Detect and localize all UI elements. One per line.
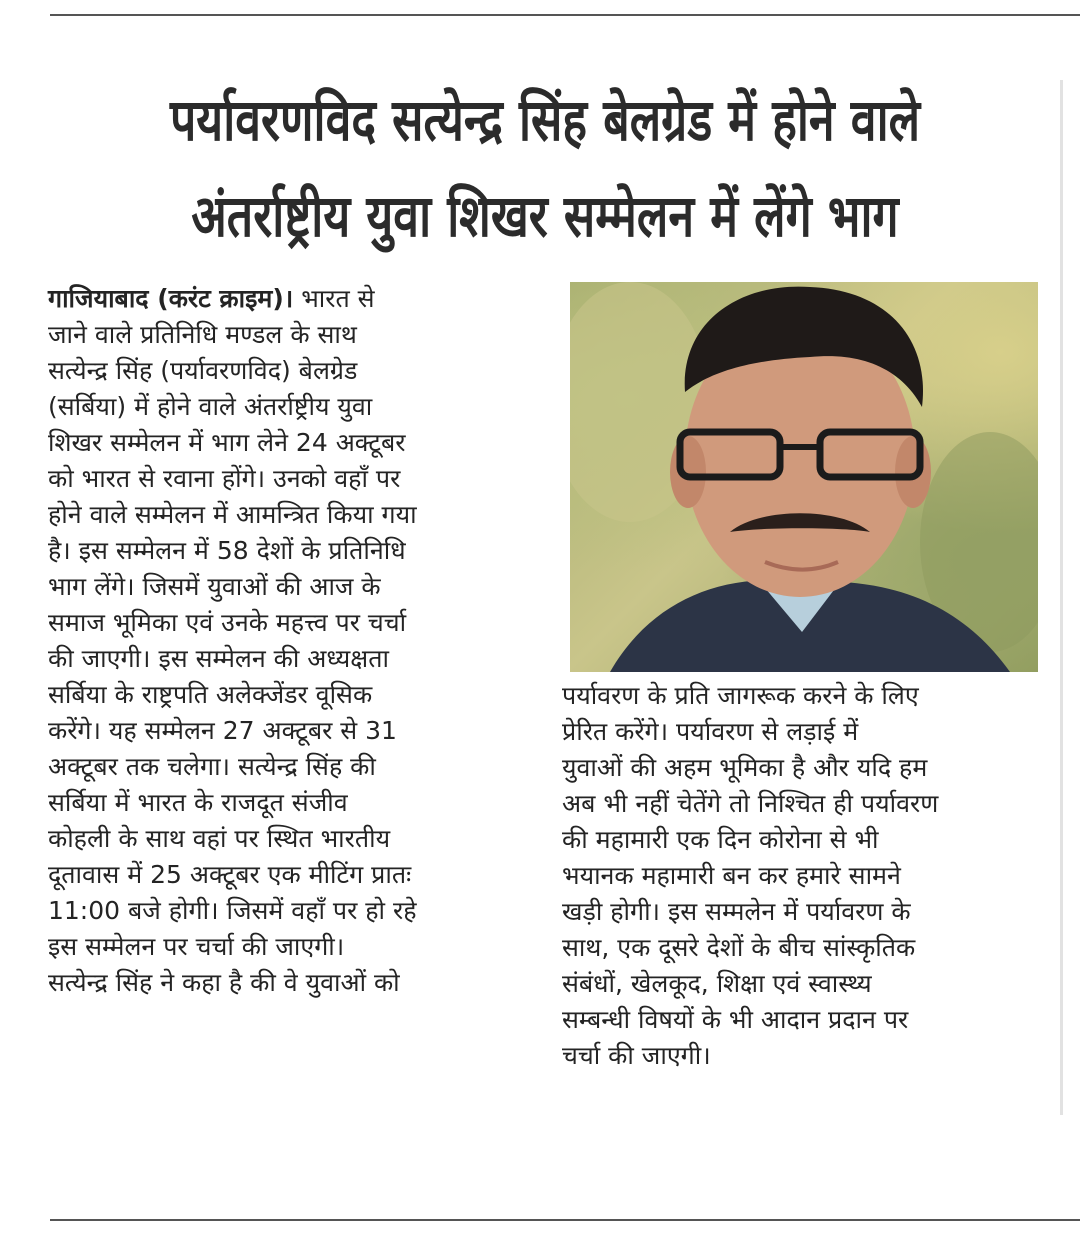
article-line: पर्यावरण के प्रति जागरूक करने के लिए	[562, 681, 919, 710]
article-line: खड़ी होगी। इस सम्मलेन में पर्यावरण के	[562, 897, 911, 926]
headline-line-2: अंतर्राष्ट्रीय युवा शिखर सम्मेलन में लेंगे भाग	[191, 182, 899, 250]
headline-line-1: पर्यावरणविद सत्येन्द्र सिंह बेलग्रेड में होने वाले	[169, 86, 921, 154]
dateline: गाजियाबाद (करंट क्राइम)।	[48, 284, 294, 313]
article-line: सर्बिया के राष्ट्रपति अलेक्जेंडर वूसिक	[48, 680, 373, 709]
article-line: 11:00 बजे होगी। जिसमें वहाँ पर हो रहे	[48, 896, 417, 925]
article-line: सत्येन्द्र सिंह (पर्यावरणविद) बेलग्रेड	[48, 356, 358, 385]
right-margin-rule	[1060, 80, 1063, 1115]
article-line: अक्टूबर तक चलेगा। सत्येन्द्र सिंह की	[48, 752, 376, 781]
article-line: होने वाले सम्मेलन में आमन्त्रित किया गया	[48, 500, 417, 529]
article-line: करेंगे। यह सम्मेलन 27 अक्टूबर से 31	[48, 716, 397, 745]
portrait-illustration	[570, 282, 1038, 672]
article-line: है। इस सम्मेलन में 58 देशों के प्रतिनिधि	[48, 536, 406, 565]
article-column-left	[48, 281, 538, 1001]
top-rule	[50, 14, 1080, 16]
article-line: को भारत से रवाना होंगे। उनको वहाँ पर	[48, 464, 401, 493]
article-line: सम्बन्धी विषयों के भी आदान प्रदान पर	[562, 1005, 909, 1034]
article-line: भाग लेंगे। जिसमें युवाओं की आज के	[48, 572, 381, 601]
article-line: प्रेरित करेंगे। पर्यावरण से लड़ाई में	[562, 717, 859, 746]
article-line: साथ, एक दूसरे देशों के बीच सांस्कृतिक	[562, 933, 916, 962]
article-line: संबंधों, खेलकूद, शिक्षा एवं स्वास्थ्य	[562, 969, 872, 998]
article-line: समाज भूमिका एवं उनके महत्त्व पर चर्चा	[48, 608, 407, 637]
article-line: की महामारी एक दिन कोरोना से भी	[562, 825, 879, 854]
article-line: भयानक महामारी बन कर हमारे सामने	[562, 861, 901, 890]
headline	[40, 72, 1050, 264]
article-line	[48, 281, 538, 317]
article-line: सत्येन्द्र सिंह ने कहा है की वे युवाओं को	[48, 968, 400, 997]
article-line: सर्बिया में भारत के राजदूत संजीव	[48, 788, 348, 817]
portrait-photo	[570, 282, 1038, 672]
article-line: शिखर सम्मेलन में भाग लेने 24 अक्टूबर	[48, 428, 406, 457]
article-line: युवाओं की अहम भूमिका है और यदि हम	[562, 753, 928, 782]
bottom-rule	[50, 1219, 1080, 1221]
article-line: (सर्बिया) में होने वाले अंतर्राष्ट्रीय युवा	[48, 392, 373, 421]
article-column-right	[562, 678, 1042, 1074]
article-line: कोहली के साथ वहां पर स्थित भारतीय	[48, 824, 391, 853]
article-line: अब भी नहीं चेतेंगे तो निश्चित ही पर्यावरण	[562, 789, 939, 818]
article-line: चर्चा की जाएगी।	[562, 1041, 711, 1070]
article-line: की जाएगी। इस सम्मेलन की अध्यक्षता	[48, 644, 389, 673]
article-line: जाने वाले प्रतिनिधि मण्डल के साथ	[48, 320, 357, 349]
article-line: दूतावास में 25 अक्टूबर एक मीटिंग प्रातः	[48, 860, 412, 889]
article-line-text: भारत से	[293, 284, 375, 313]
article-line: इस सम्मेलन पर चर्चा की जाएगी।	[48, 932, 345, 961]
